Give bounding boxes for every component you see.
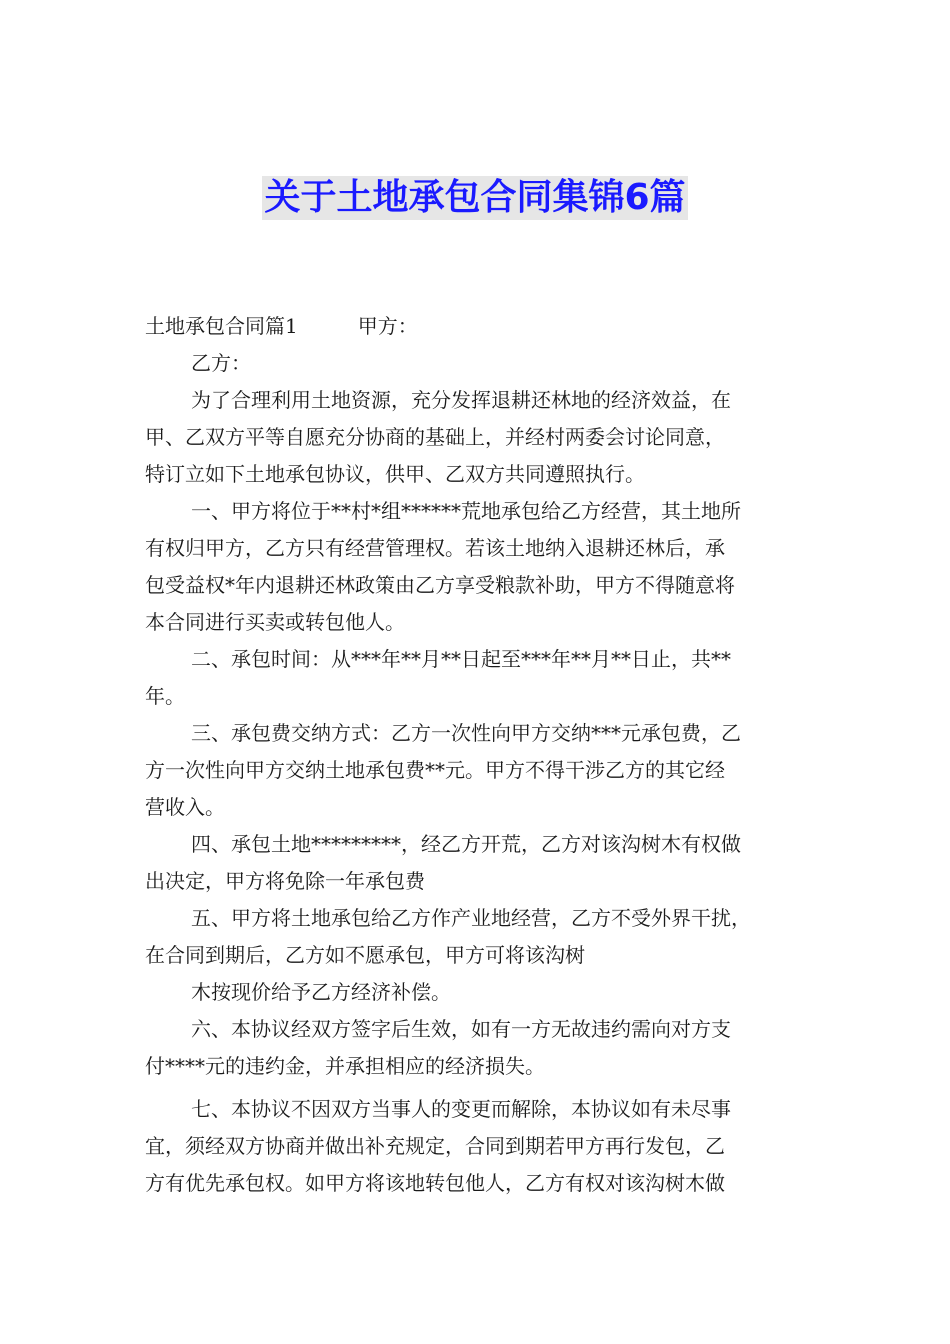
text-line: 六、本协议经双方签字后生效，如有一方无故违约需向对方支 (191, 1017, 731, 1041)
text-line: 土地承包合同篇1 甲方： (145, 314, 418, 338)
text-line: 有权归甲方，乙方只有经营管理权。若该土地纳入退耕还林后，承 (145, 536, 725, 560)
text-line: 出决定，甲方将免除一年承包费 (145, 869, 425, 893)
text-line: 本合同进行买卖或转包他人。 (145, 610, 405, 634)
text-line: 乙方： (191, 351, 251, 375)
text-line: 三、承包费交纳方式：乙方一次性向甲方交纳***元承包费，乙 (191, 721, 741, 745)
text-line: 五、甲方将土地承包给乙方作产业地经营，乙方不受外界干扰， (191, 906, 751, 930)
text-line: 木按现价给予乙方经济补偿。 (191, 980, 451, 1004)
document-title: 关于土地承包合同集锦6篇 (264, 177, 686, 218)
text-line: 为了合理利用土地资源，充分发挥退耕还林地的经济效益，在 (191, 388, 731, 412)
text-line: 七、本协议不因双方当事人的变更而解除，本协议如有未尽事 (191, 1097, 731, 1121)
text-line: 年。 (145, 684, 185, 708)
text-line: 一、甲方将位于**村*组******荒地承包给乙方经营，其土地所 (191, 499, 741, 523)
text-line: 宜，须经双方协商并做出补充规定，合同到期若甲方再行发包，乙 (145, 1134, 725, 1158)
text-line: 二、承包时间：从***年**月**日起至***年**月**日止，共** (191, 647, 731, 671)
text-line: 方一次性向甲方交纳土地承包费**元。甲方不得干涉乙方的其它经 (145, 758, 725, 782)
text-line: 甲、乙双方平等自愿充分协商的基础上，并经村两委会讨论同意， (145, 425, 725, 449)
text-line: 营收入。 (145, 795, 225, 819)
document-body (145, 308, 810, 1202)
text-line: 四、承包土地*********，经乙方开荒，乙方对该沟树木有权做 (191, 832, 741, 856)
text-line: 方有优先承包权。如甲方将该地转包他人，乙方有权对该沟树木做 (145, 1171, 725, 1195)
text-line: 在合同到期后，乙方如不愿承包，甲方可将该沟树 (145, 943, 585, 967)
text-line: 付****元的违约金，并承担相应的经济损失。 (145, 1054, 545, 1078)
text-line: 特订立如下土地承包协议，供甲、乙双方共同遵照执行。 (145, 462, 645, 486)
text-line: 包受益权*年内退耕还林政策由乙方享受粮款补助，甲方不得随意将 (145, 573, 735, 597)
title-wrap (0, 176, 950, 220)
